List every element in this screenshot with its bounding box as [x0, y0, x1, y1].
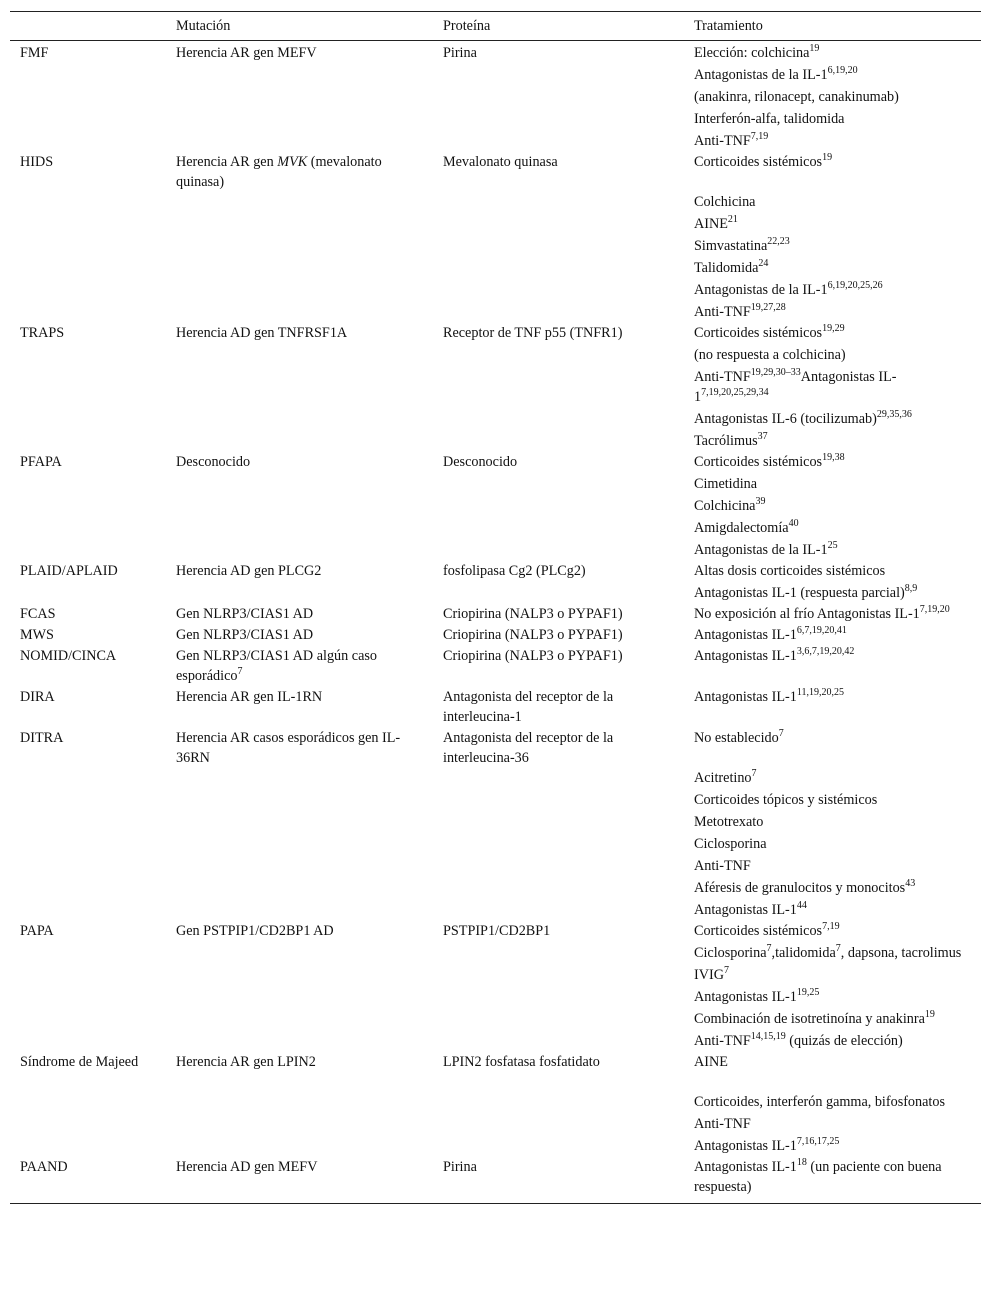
protein-cell [433, 603, 684, 624]
syndrome-name: Síndrome de Majeed [20, 1054, 139, 1070]
treatment-line [694, 1157, 971, 1197]
text-segment: Corticoides sistémicos [694, 154, 823, 170]
syndrome-name: PAAND [10, 1156, 166, 1204]
citation-superscript: 7 [237, 666, 243, 677]
citation-superscript: 7 [766, 943, 772, 954]
syndromes-table [10, 11, 981, 1204]
treatment-line [694, 496, 971, 516]
header-mutation: Mutación [166, 12, 433, 41]
text-segment: Colchicina [694, 498, 756, 514]
text-segment: Antagonistas de la IL-1 [694, 282, 828, 298]
table-row [10, 920, 981, 1051]
text-segment: Antagonistas IL-1 [694, 1159, 797, 1175]
text-segment: Receptor de TNF p55 (TNFR1) [443, 325, 623, 341]
treatment-line [694, 43, 971, 63]
treatment-line [694, 834, 971, 854]
treatment-line [694, 900, 971, 920]
treatment-cell [684, 645, 981, 686]
citation-superscript: 39 [755, 496, 766, 507]
protein-cell [433, 1051, 684, 1156]
text-segment: PSTPIP1/CD2BP1 [443, 923, 551, 939]
text-segment: Antagonistas IL-1 [694, 369, 897, 405]
mutation-cell [166, 151, 433, 322]
text-segment: Antagonistas IL-1 (respuesta parcial) [694, 585, 905, 601]
text-segment: No exposición al frío Antagonistas IL-1 [694, 606, 920, 622]
treatment-line [694, 474, 971, 494]
treatment-line [694, 987, 971, 1007]
citation-superscript: 19,29 [822, 323, 845, 334]
protein-cell [433, 1156, 684, 1204]
treatment-line [694, 604, 971, 624]
treatment-line [694, 728, 971, 748]
text-segment: Anti-TNF [694, 1033, 751, 1049]
text-segment: Cimetidina [694, 476, 758, 492]
treatment-line [694, 323, 971, 343]
treatment-cell [684, 322, 981, 451]
treatment-line [694, 561, 971, 581]
syndrome-name: NOMID/CINCA [20, 648, 117, 664]
text-segment: (anakinra, rilonacept, canakinumab) [694, 89, 899, 105]
treatment-cell [684, 1051, 981, 1156]
treatment-line [694, 1136, 971, 1156]
treatment-line [694, 214, 971, 234]
citation-superscript: 19,27,28 [750, 302, 786, 313]
text-segment: Gen NLRP3/CIAS1 AD [176, 606, 314, 622]
treatment-cell [684, 151, 981, 322]
table-row [10, 727, 981, 920]
citation-superscript: 3,6,7,19,20,42 [796, 646, 855, 657]
text-segment: IVIG [694, 967, 724, 983]
treatment-cell [684, 920, 981, 1051]
citation-superscript: 6,19,20,25,26 [827, 280, 883, 291]
text-segment: Criopirina (NALP3 o PYPAF1) [443, 627, 623, 643]
text-segment: Anti-TNF [694, 133, 751, 149]
text-segment: Interferón-alfa, talidomida [694, 111, 845, 127]
citation-superscript: 19 [809, 43, 820, 54]
table-row [10, 41, 981, 152]
protein-cell [433, 645, 684, 686]
text-segment: Metotrexato [694, 814, 764, 830]
citation-superscript: 40 [788, 518, 799, 529]
citation-superscript: 6,7,19,20,41 [796, 625, 847, 636]
syndrome-name: PFAPA [20, 454, 62, 470]
text-segment: Ciclosporina [694, 836, 767, 852]
table-body [10, 41, 981, 1204]
text-segment: Altas dosis corticoides sistémicos [694, 563, 886, 579]
text-segment: Pirina [443, 1159, 477, 1175]
text-segment: Antagonistas IL-1 [694, 689, 797, 705]
text-segment: Herencia AD gen TNFRSF1A [176, 325, 348, 341]
italic-text: MVK [277, 154, 308, 170]
treatment-line [694, 131, 971, 151]
mutation-cell [166, 603, 433, 624]
text-segment: Corticoides tópicos y sistémicos [694, 792, 878, 808]
text-segment: Corticoides sistémicos [694, 923, 823, 939]
protein-cell [433, 151, 684, 322]
treatment-line [694, 965, 971, 985]
syndrome-name: PAPA [20, 923, 54, 939]
text-segment: Tacrólimus [694, 433, 758, 449]
treatment-cell [684, 727, 981, 920]
treatment-cell [684, 686, 981, 727]
text-segment: (un paciente con buena respuesta) [694, 1159, 942, 1195]
table-row [10, 686, 981, 727]
citation-superscript: 7 [751, 768, 757, 779]
citation-superscript: 14,15,19 [750, 1031, 786, 1042]
treatment-line [694, 1009, 971, 1029]
citation-superscript: 18 [796, 1157, 807, 1168]
treatment-cell [684, 603, 981, 624]
header-row [10, 12, 981, 41]
syndrome-name: DITRA [20, 730, 64, 746]
table-row [10, 624, 981, 645]
citation-superscript: 7,19 [750, 131, 769, 142]
treatment-line [694, 280, 971, 300]
text-segment: Anti-TNF [694, 369, 751, 385]
text-segment: Antagonistas IL-1 [694, 902, 797, 918]
table-row [10, 1156, 981, 1204]
text-segment: Antagonista del receptor de la interleucina-36 [443, 730, 614, 766]
text-segment: Aféresis de granulocitos y monocitos [694, 880, 906, 896]
mutation-cell [166, 645, 433, 686]
mutation-cell [166, 1156, 433, 1204]
citation-superscript: 29,35,36 [876, 409, 912, 420]
table-row [10, 451, 981, 560]
citation-superscript: 7 [723, 965, 729, 976]
text-segment: No establecido [694, 730, 779, 746]
citation-superscript: 19,25 [796, 987, 820, 998]
mutation-cell [166, 727, 433, 920]
citation-superscript: 19,38 [822, 452, 845, 463]
mutation-cell [166, 451, 433, 560]
syndrome-name: TRAPS [20, 325, 65, 341]
treatment-line [694, 452, 971, 472]
treatment-line [694, 1052, 971, 1072]
mutation-cell [166, 322, 433, 451]
text-segment: Amigdalectomía [694, 520, 789, 536]
text-segment: Corticoides, interferón gamma, bifosfonatos [694, 1094, 945, 1110]
citation-superscript: 7,16,17,25 [796, 1136, 840, 1147]
treatment-line [694, 1114, 971, 1134]
treatment-line [694, 87, 971, 107]
treatment-line [694, 768, 971, 788]
table-row [10, 151, 981, 322]
treatment-cell [684, 560, 981, 603]
treatment-line [694, 646, 971, 666]
treatment-line [694, 687, 971, 707]
treatment-cell [684, 1156, 981, 1204]
text-segment: Antagonistas IL-1 [694, 989, 797, 1005]
text-segment: Desconocido [176, 454, 251, 470]
protein-cell [433, 727, 684, 920]
text-segment: Anti-TNF [694, 858, 751, 874]
treatment-line [694, 1092, 971, 1112]
citation-superscript: 19,29,30–33 [750, 367, 801, 378]
text-segment: Herencia AR gen IL-1RN [176, 689, 323, 705]
text-segment: Corticoides sistémicos [694, 325, 823, 341]
syndrome-name: MWS [20, 627, 54, 643]
text-segment: ,talidomida [771, 945, 836, 961]
text-segment: Corticoides sistémicos [694, 454, 823, 470]
treatment-cell [684, 451, 981, 560]
text-segment: Antagonistas IL-1 [694, 627, 797, 643]
syndrome-name: DIRA [20, 689, 55, 705]
mutation-cell [166, 41, 433, 152]
treatment-line [694, 943, 971, 963]
citation-superscript: 22,23 [767, 236, 790, 247]
treatment-line [694, 856, 971, 876]
treatment-cell [684, 624, 981, 645]
treatment-cell [684, 41, 981, 152]
treatment-line [694, 921, 971, 941]
text-segment: Antagonista del receptor de la interleucina-1 [443, 689, 614, 725]
citation-superscript: 6,19,20 [827, 65, 858, 76]
citation-superscript: 8,9 [904, 583, 918, 594]
text-segment: Talidomida [694, 260, 759, 276]
table-row [10, 645, 981, 686]
citation-superscript: 7 [778, 728, 784, 739]
treatment-line [694, 236, 971, 256]
treatment-line [694, 1031, 971, 1051]
treatment-line [694, 302, 971, 322]
text-segment: (quizás de elección) [785, 1033, 903, 1049]
syndrome-name: FCAS [20, 606, 56, 622]
table-row [10, 560, 981, 603]
treatment-line [694, 65, 971, 85]
treatment-line [694, 367, 971, 407]
text-segment: Criopirina (NALP3 o PYPAF1) [443, 606, 623, 622]
text-segment: (mevalonato quinasa) [176, 154, 382, 190]
citation-superscript: 11,19,20,25 [796, 687, 844, 698]
text-segment: Antagonistas IL-6 (tocilizumab) [694, 411, 877, 427]
text-segment: LPIN2 fosfatasa fosfatidato [443, 1054, 600, 1070]
text-segment: AINE [694, 216, 728, 232]
protein-cell [433, 624, 684, 645]
text-segment: Herencia AR gen MEFV [176, 45, 317, 61]
text-segment: Herencia AD gen PLCG2 [176, 563, 322, 579]
protein-cell [433, 686, 684, 727]
text-segment: Combinación de isotretinoína y anakinra [694, 1011, 925, 1027]
treatment-line [694, 109, 971, 129]
citation-superscript: 44 [796, 900, 807, 911]
text-segment: Herencia AR casos esporádicos gen IL-36RN [176, 730, 401, 766]
text-segment: Acitretino [694, 770, 752, 786]
table-row [10, 603, 981, 624]
citation-superscript: 25 [827, 540, 838, 551]
citation-superscript: 19 [924, 1009, 935, 1020]
treatment-line [694, 345, 971, 365]
syndrome-name: FMF [20, 45, 49, 61]
treatment-line [694, 583, 971, 603]
citation-superscript: 7,19,20 [919, 604, 950, 615]
text-segment: Herencia AR gen LPIN2 [176, 1054, 316, 1070]
treatment-line [694, 878, 971, 898]
protein-cell [433, 560, 684, 603]
text-segment: Gen NLRP3/CIAS1 AD algún caso esporádico [176, 648, 377, 684]
treatment-line [694, 409, 971, 429]
text-segment: (no respuesta a colchicina) [694, 347, 846, 363]
text-segment: fosfolipasa Cg2 (PLCg2) [443, 563, 586, 579]
text-segment: Antagonistas IL-1 [694, 648, 797, 664]
text-segment: Simvastatina [694, 238, 768, 254]
text-segment: , dapsona, tacrolimus [840, 945, 962, 961]
citation-superscript: 7,19 [822, 921, 840, 932]
mutation-cell [166, 1051, 433, 1156]
text-segment: Colchicina [694, 194, 756, 210]
text-segment: Criopirina (NALP3 o PYPAF1) [443, 648, 623, 664]
treatment-line [694, 790, 971, 810]
treatment-line [694, 518, 971, 538]
syndrome-name: HIDS [20, 154, 54, 170]
treatment-line [694, 540, 971, 560]
text-segment: Anti-TNF [694, 304, 751, 320]
citation-superscript: 37 [757, 431, 768, 442]
protein-cell [433, 41, 684, 152]
text-segment: Antagonistas de la IL-1 [694, 542, 828, 558]
text-segment: Gen NLRP3/CIAS1 AD [176, 627, 314, 643]
mutation-cell [166, 920, 433, 1051]
protein-cell [433, 920, 684, 1051]
table-row [10, 1051, 981, 1156]
text-segment: Antagonistas IL-1 [694, 1138, 797, 1154]
protein-cell [433, 322, 684, 451]
text-segment: Antagonistas de la IL-1 [694, 67, 828, 83]
header-syndrome [10, 12, 166, 41]
citation-superscript: 19 [822, 152, 833, 163]
treatment-line [694, 192, 971, 212]
text-segment: Anti-TNF [694, 1116, 751, 1132]
header-protein: Proteína [433, 12, 684, 41]
citation-superscript: 24 [758, 258, 769, 269]
mutation-cell [166, 560, 433, 603]
syndrome-name: PLAID/APLAID [20, 563, 118, 579]
text-segment: Herencia AR gen [176, 154, 278, 170]
treatment-line [694, 431, 971, 451]
text-segment: Herencia AD gen MEFV [176, 1159, 318, 1175]
protein-cell [433, 451, 684, 560]
treatment-line [694, 258, 971, 278]
treatment-line [694, 625, 971, 645]
text-segment: Gen PSTPIP1/CD2BP1 AD [176, 923, 334, 939]
citation-superscript: 7 [835, 943, 841, 954]
treatment-line [694, 152, 971, 172]
mutation-cell [166, 624, 433, 645]
text-segment: Pirina [443, 45, 477, 61]
text-segment: Ciclosporina [694, 945, 767, 961]
table-row [10, 322, 981, 451]
citation-superscript: 7,19,20,25,29,34 [701, 387, 769, 398]
treatment-line [694, 812, 971, 832]
text-segment: Elección: colchicina [694, 45, 810, 61]
text-segment: AINE [694, 1054, 728, 1070]
text-segment: Mevalonato quinasa [443, 154, 558, 170]
citation-superscript: 43 [905, 878, 916, 889]
citation-superscript: 21 [727, 214, 738, 225]
mutation-cell [166, 686, 433, 727]
header-treatment: Tratamiento [684, 12, 981, 41]
text-segment: Desconocido [443, 454, 518, 470]
